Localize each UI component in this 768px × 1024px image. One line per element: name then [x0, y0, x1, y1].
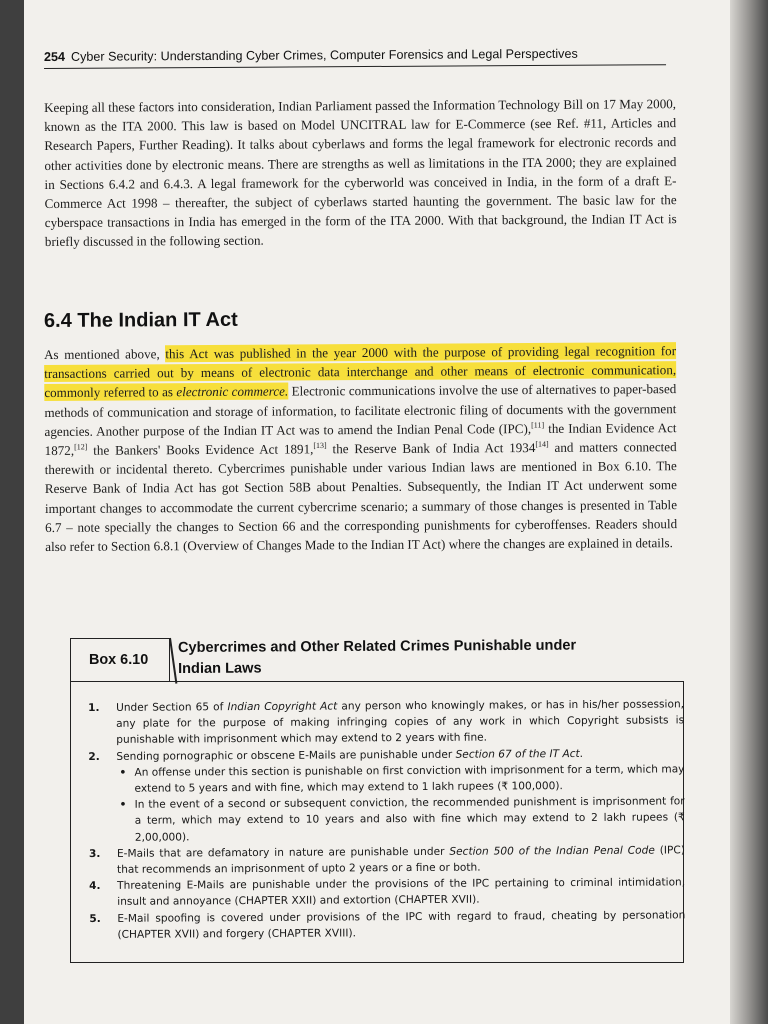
list-item-italic: Section 67 of the IT Act: [455, 747, 580, 761]
highlighted-italic-term: electronic commerce.: [176, 383, 289, 400]
intro-paragraph: Keeping all these factors into consideration, Indian Parliament passed the Information Technology Bill on 17 May 2000, known as the ITA 2000. This law is based on Model UNCITRAL law for E-Commerce (see Ref. #11, Articles and Research Papers, Further Reading). It talks about cyberlaws and forms the legal framework for electronic records and other activities done by electronic means. There are strengths as well as limitations in the ITA 2000; they are explained in Sections 6.4.2 and 6.4.3. A legal framework for the cyberworld was conceived in India, in the form of a draft E-Commerce Act 1998 – thereafter, the subject of cyberlaws started haunting the government. The basic law for the cyberspace transactions in India has emerged in the form of the ITA 2000. With that background, the Indian IT Act is briefly discussed in the following section.: [44, 96, 677, 250]
list-item-text: E-Mail spoofing is covered under provisions of the IPC with regard to fraud, cheating by personation (CHAPTER XVII) and forgery (CHAPTER XVIII).: [117, 908, 686, 941]
section-text-part-5: and matters connected therewith or incidental thereto. Cybercrimes punishable under various Indian laws are mentioned in Box 6.10. The Reserve Bank of India Act has got Section 58B about Penalties. Subsequently, the Indian IT Act underwent some important changes to accommodate the current cybercrime scenario; a summary of those changes is presented in Table 6.7 – note specially the changes to Section 66 and the corresponding punishments for cyberoffenses. Readers should also refer to Section 6.8.1 (Overview of Changes Made to the Indian IT Act) where the changes are explained in details.: [44, 439, 678, 555]
list-item: [88, 696, 684, 748]
book-title: Cyber Security: Understanding Cyber Crimes, Computer Forensics and Legal Perspectives: [70, 46, 578, 64]
box-list: [88, 696, 685, 943]
list-item-text: Under Section 65 of: [116, 701, 228, 714]
list-item-number: 5.: [89, 912, 101, 925]
sub-bullet-text: In the event of a second or subsequent conviction, the recommended punishment is imprisonment for a term, which may extend to 10 years and also with fine which may extend to 2 lakh rupees (₹ 2,00,000).: [134, 795, 685, 844]
section-text-part-1: Electronic communications involve the use of alternatives to paper-based methods of communication and storage of information, to facilitate electronic filing of documents with the government agencies. Another purpose of the Indian IT Act was to amend the Indian Penal Code (IPC),: [44, 381, 677, 439]
footnote-ref-14: [14]: [535, 439, 549, 449]
list-item: [89, 842, 685, 878]
running-head: [44, 46, 666, 69]
list-item-number: 2.: [88, 750, 100, 763]
bullet-icon: •: [119, 766, 127, 779]
section-lead-text: As mentioned above,: [44, 346, 166, 362]
page-edge-shadow: [730, 0, 768, 1024]
section-text-part-3: the Bankers' Books Evidence Act 1891,: [87, 441, 314, 458]
list-item: [89, 907, 685, 943]
list-item-text-end: any person who knowingly makes, or has in his/her possession, any plate for the purpose of making infringing copies of any work in which Copyright subsists is punishable with imprisonment which may extend to 2 years with fine.: [116, 698, 685, 747]
sub-bullet-item: [88, 761, 684, 797]
list-item-text-end: (IPC) that recommends an imprisonment of upto 2 years or a fine or both.: [117, 844, 685, 876]
list-item: [89, 875, 685, 911]
sub-bullet-item: [89, 794, 685, 846]
footnote-ref-13: [13]: [313, 440, 327, 451]
list-item-text: E-Mails that are defamatory in nature are punishable under: [116, 845, 450, 860]
footnote-ref-12: [12]: [74, 442, 88, 452]
box-title: Cybercrimes and Other Related Crimes Punishable under Indian Laws: [177, 637, 577, 677]
section-paragraph: [44, 341, 677, 556]
box-label: Box 6.10: [89, 652, 149, 668]
highlighted-sentence: this Act was published in the year 2000 with the purpose of providing legal recognition for transactions carried out by means of electronic data interchange and other means of electronic communication, commonly referred to as: [44, 343, 677, 401]
list-item-italic: Section 500 of the Indian Penal Code: [449, 844, 655, 858]
list-item-number: 3.: [88, 847, 101, 860]
section-text-part-4: the Reserve Bank of India Act 1934: [326, 440, 536, 457]
sub-bullet-text: An offense under this section is punishable on first conviction with imprisonment for a term, which may extend to 5 years and with fine, which may extend to 1 lakh rupees (₹ 100,000).: [134, 763, 685, 795]
bullet-icon: •: [119, 798, 127, 812]
list-item-number: 1.: [88, 701, 100, 714]
section-heading: 6.4 The Indian IT Act: [43, 308, 238, 332]
list-item-text-end: .: [579, 747, 584, 760]
section-text-part-2: the Indian Evidence Act 1872,: [44, 419, 677, 459]
footnote-ref-11: [11]: [531, 420, 545, 430]
list-item-text: Sending pornographic or obscene E-Mails are punishable under: [116, 748, 456, 763]
list-item-number: 4.: [89, 880, 101, 893]
list-item-italic: Indian Copyright Act: [227, 700, 338, 714]
list-item-text: Threatening E-Mails are punishable under the provisions of the IPC pertaining to criminal intimidation, insult and annoyance (CHAPTER XXII) and extortion (CHAPTER XVII).: [117, 876, 686, 909]
page-number: 254: [43, 49, 66, 64]
